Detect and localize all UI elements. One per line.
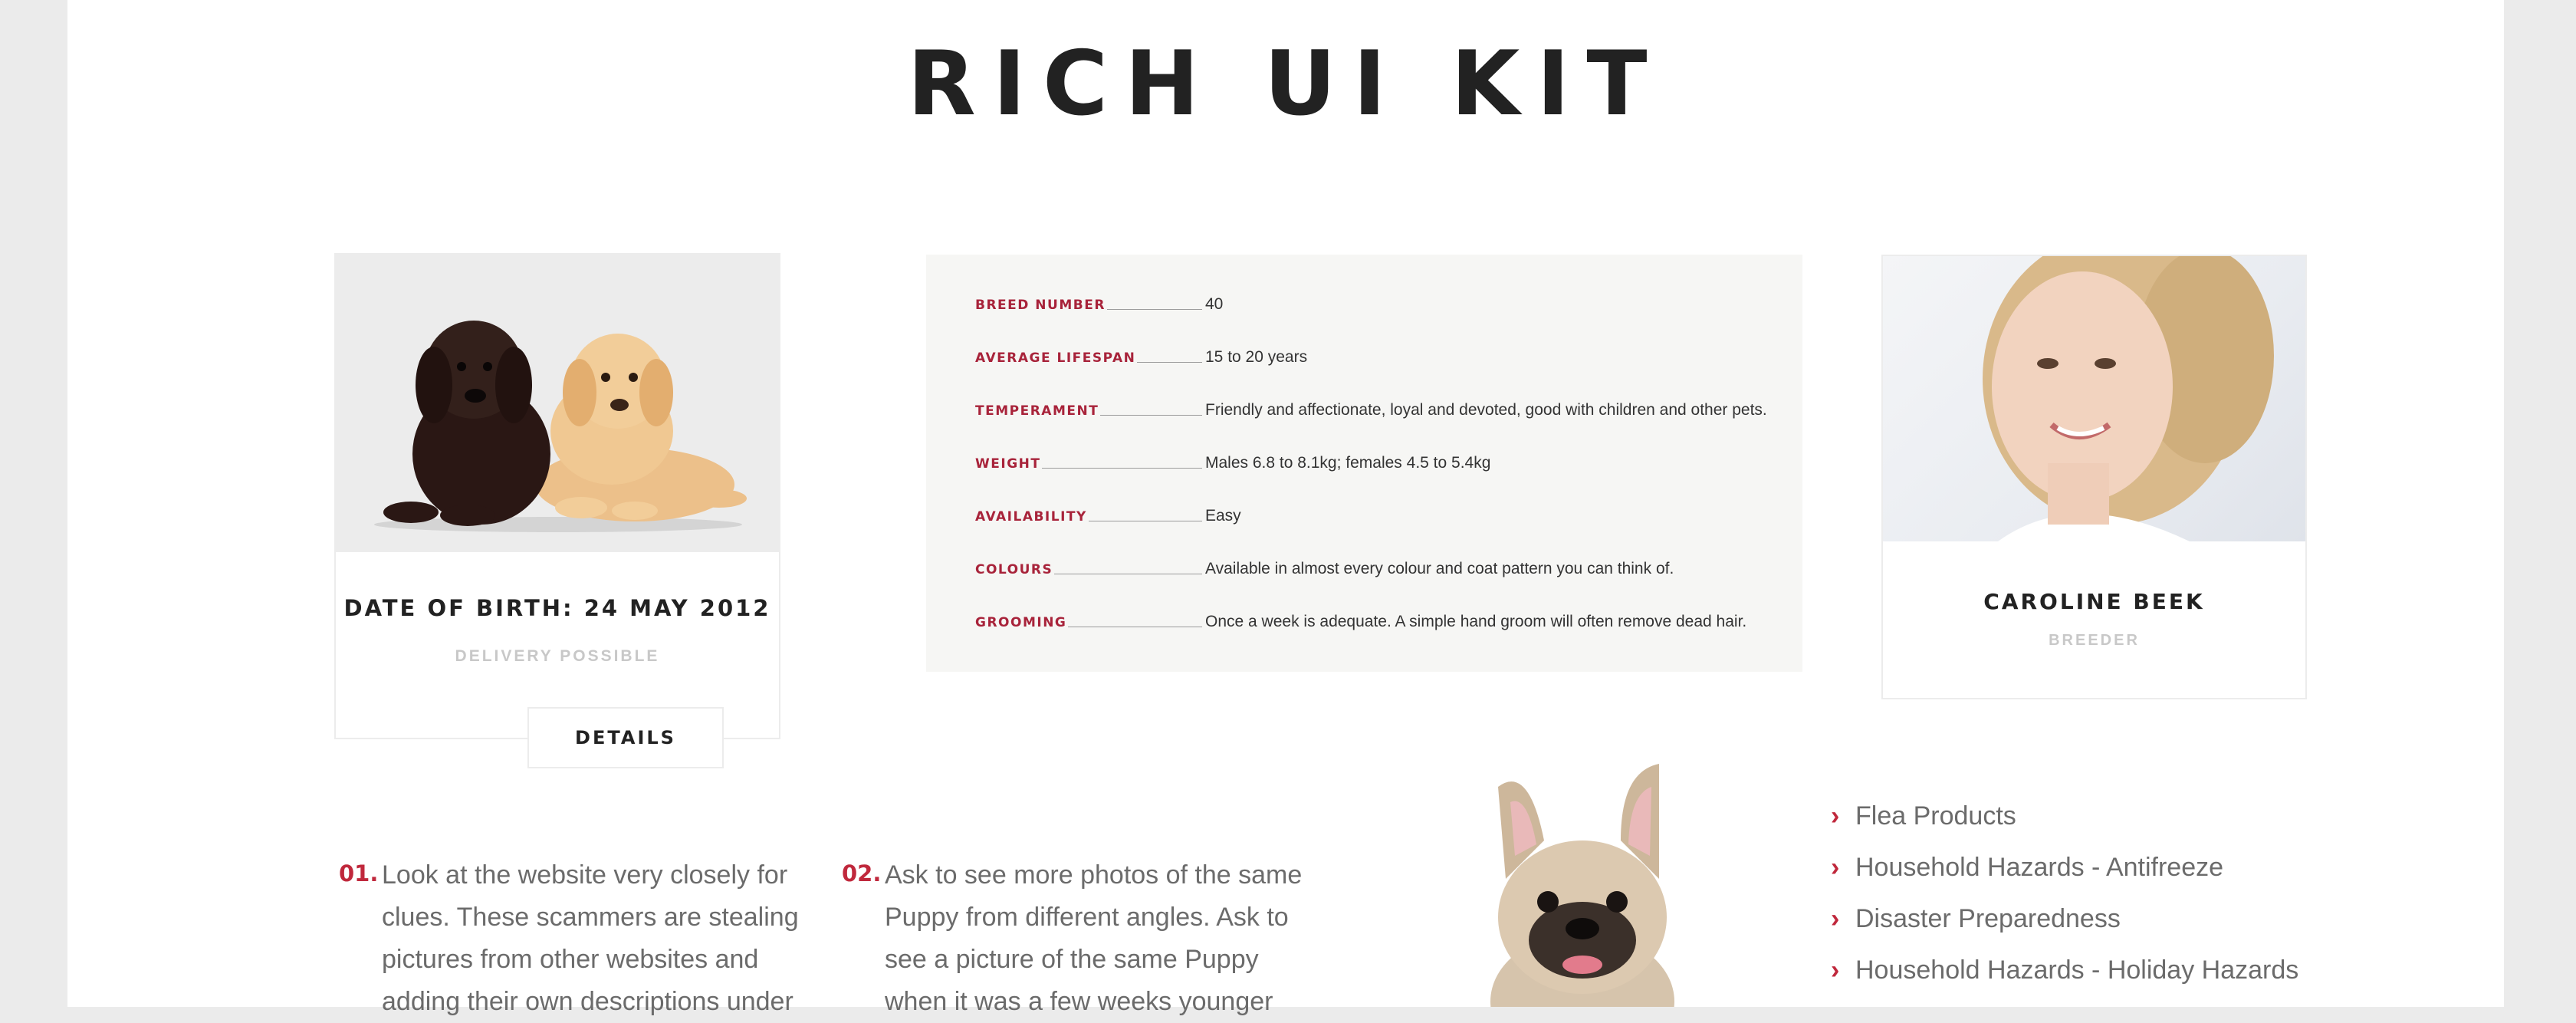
delivery-status: DELIVERY POSSIBLE: [455, 647, 660, 665]
list-item[interactable]: [1831, 949, 2298, 1000]
list-item[interactable]: [1831, 897, 2298, 949]
link-list: [1831, 794, 2298, 1000]
list-item-label: Household Hazards - Antifreeze: [1855, 853, 2224, 882]
page-title: RICH UI KIT: [907, 32, 1664, 136]
info-label: AVAILABILITY: [975, 509, 1087, 525]
info-value: Once a week is adequate. A simple hand groom will often remove dead hair.: [1205, 613, 1747, 630]
chevron-right-icon: ›: [1831, 956, 1840, 985]
info-value: Easy: [1205, 507, 1241, 525]
info-value: 15 to 20 years: [1205, 348, 1308, 366]
list-item-label: Flea Products: [1855, 801, 2016, 831]
profile-role: BREEDER: [2049, 632, 2140, 649]
step-text: Ask to see more photos of the same Puppy from different angles. Ask to see a picture of the same Puppy when it was a few weeks younger: [885, 860, 1303, 1016]
info-row-colours: [975, 562, 1788, 593]
puppies-photo: [336, 255, 779, 552]
info-row-weight: [975, 456, 1788, 487]
profile-card: [1881, 255, 2307, 699]
product-card: [334, 253, 780, 739]
info-label: AVERAGE LIFESPAN: [975, 350, 1136, 366]
list-item[interactable]: [1831, 794, 2298, 846]
info-row-breed-number: [975, 295, 1788, 328]
chevron-right-icon: ›: [1831, 801, 1840, 831]
page-container: [67, 0, 2504, 1016]
info-value: Males 6.8 to 8.1kg; females 4.5 to 5.4kg: [1205, 454, 1491, 472]
chevron-right-icon: ›: [1831, 904, 1840, 933]
french-bulldog-photo: [1467, 756, 1697, 1007]
list-item[interactable]: [1831, 846, 2298, 897]
profile-name: CAROLINE BEEK: [1983, 589, 2205, 614]
chevron-right-icon: ›: [1831, 853, 1840, 882]
info-row-availability: [975, 509, 1788, 540]
info-value: Available in almost every colour and coat pattern you can think of.: [1205, 560, 1674, 577]
info-row-temperament: [975, 403, 1788, 434]
info-value: 40: [1205, 295, 1224, 313]
step-text: Look at the website very closely for clues. These scammers are stealing pictures from other websites and adding their own descriptions under: [382, 860, 799, 1016]
list-item-label: Household Hazards - Holiday Hazards: [1855, 956, 2299, 985]
date-of-birth: DATE OF BIRTH: 24 MAY 2012: [343, 595, 771, 621]
info-value: Friendly and affectionate, loyal and devoted, good with children and other pets.: [1205, 401, 1767, 419]
info-label: COLOURS: [975, 562, 1053, 577]
info-row-grooming: [975, 615, 1788, 646]
step-number: 02.: [842, 860, 882, 886]
woman-portrait-photo: [1883, 256, 2305, 541]
details-button[interactable]: DETAILS: [527, 707, 724, 768]
step-number: 01.: [339, 860, 379, 886]
info-label: GROOMING: [975, 615, 1067, 630]
info-label: BREED NUMBER: [975, 298, 1106, 313]
info-row-average-lifespan: [975, 350, 1788, 381]
info-label: WEIGHT: [975, 456, 1041, 472]
list-item-label: Disaster Preparedness: [1855, 904, 2121, 933]
info-label: TEMPERAMENT: [975, 403, 1099, 419]
breed-info-table: [926, 255, 1802, 672]
